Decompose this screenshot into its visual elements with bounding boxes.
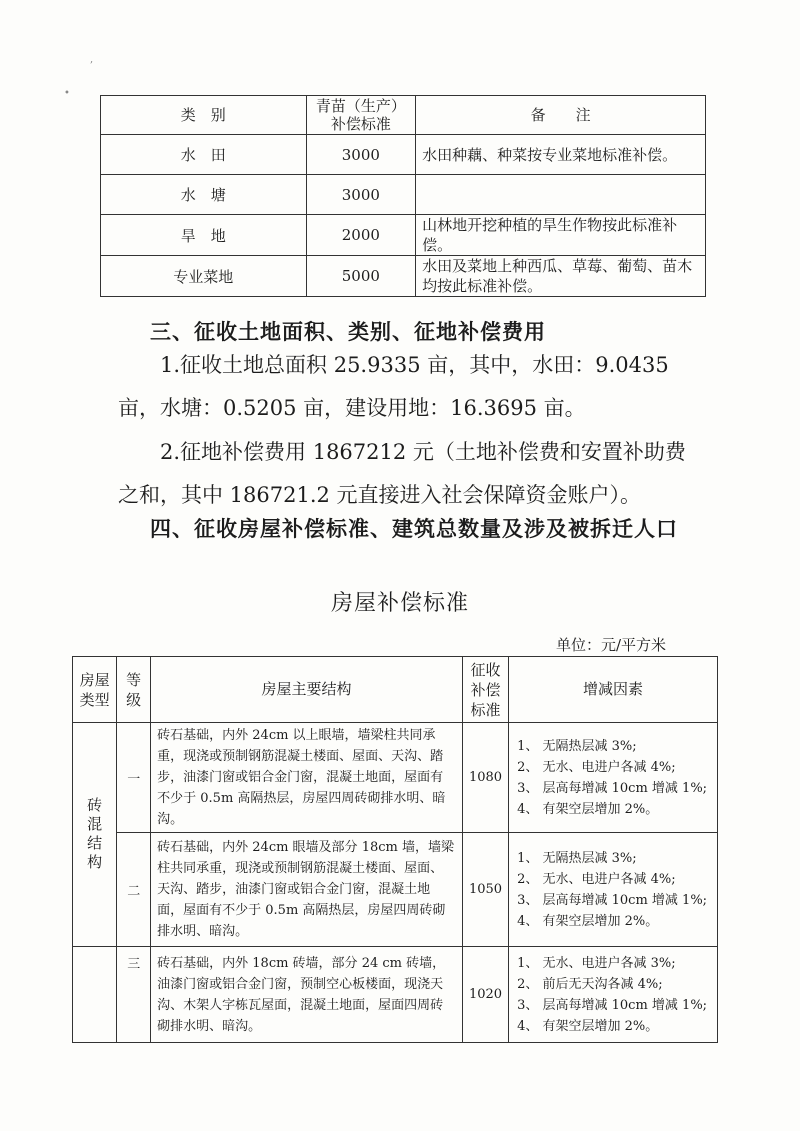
- cell-standard: 5000: [306, 256, 416, 297]
- table-row: [101, 175, 706, 215]
- factor-item: 2、 无水、电进户各减 4%;: [517, 759, 676, 775]
- table-row: [73, 833, 718, 947]
- cell-house-type: [73, 723, 117, 947]
- table-row: [101, 135, 706, 175]
- header-standard: 青苗（生产）补偿标准: [306, 96, 416, 135]
- paragraph-land-area: 1.征收土地总面积 25.9335 亩，其中，水田：9.0435 亩，水塘：0.5205 亩，建设用地：16.3695 亩。: [118, 353, 669, 420]
- factor-item: 2、 前后无天沟各减 4%;: [517, 976, 663, 992]
- cell-structure: 砖石基础，内外 24cm 眼墙及部分 18cm 墙，墙梁柱共同承重，现浇或预制钢筋混凝土楼面、屋面、天沟、踏步，油漆门窗或铝合金门窗，混凝土地面，屋面有不少于 0.5m 高隔热层，房屋四周砖砌排水明、暗沟。: [151, 833, 463, 947]
- cell-house-type-empty: [73, 947, 117, 1043]
- cell-note: 水田及菜地上种西瓜、草莓、葡萄、苗木均按此标准补偿。: [416, 256, 706, 297]
- table-title: 房屋补偿标准: [330, 591, 469, 616]
- table-header-row: [101, 96, 706, 135]
- factor-item: 4、 有架空层增加 2%。: [517, 913, 659, 929]
- cell-note: 水田种藕、种菜按专业菜地标准补偿。: [416, 135, 706, 175]
- header-house-type-label: 房屋类型: [79, 670, 110, 709]
- cell-type: 水 田: [101, 135, 307, 175]
- cell-type: 水 塘: [101, 175, 307, 215]
- cell-standard: 1080: [462, 723, 508, 833]
- factor-item: 4、 有架空层增加 2%。: [517, 1018, 659, 1034]
- factor-item: 4、 有架空层增加 2%。: [517, 801, 659, 817]
- cell-factors: [509, 723, 718, 833]
- cell-standard: 3000: [306, 135, 416, 175]
- cell-standard: 1020: [462, 947, 508, 1043]
- factor-item: 3、 层高每增减 10cm 增减 1%;: [517, 997, 708, 1013]
- table-row: [101, 215, 706, 256]
- factor-item: 2、 无水、电进户各减 4%;: [517, 871, 676, 887]
- factor-item: 3、 层高每增减 10cm 增减 1%;: [517, 892, 708, 908]
- cell-standard: 3000: [306, 175, 416, 215]
- cell-structure: 砖石基础，内外 18cm 砖墙，部分 24 cm 砖墙，油漆门窗或铝合金门窗，预制空心板楼面，现浇天沟、木架人字栋瓦屋面，混凝土地面，屋面四周砖砌排水明、暗沟。: [151, 947, 463, 1043]
- cell-grade: 二: [117, 833, 151, 947]
- header-standard: [462, 657, 508, 723]
- cell-factors: [509, 833, 718, 947]
- header-note: 备 注: [416, 96, 706, 135]
- header-house-type: [73, 657, 117, 723]
- header-factors: 增减因素: [509, 657, 718, 723]
- cell-note: [416, 175, 706, 215]
- scan-speck: •: [64, 88, 70, 99]
- factor-item: 1、 无隔热层减 3%;: [517, 850, 637, 866]
- table-row: [73, 947, 718, 1043]
- unit-label: 单位：元/平方米: [556, 636, 667, 654]
- crop-compensation-table: [100, 95, 706, 297]
- factor-item: 1、 无水、电进户各减 3%;: [517, 955, 676, 971]
- header-grade-label: 等级: [126, 670, 142, 709]
- factor-item: 3、 层高每增减 10cm 增减 1%;: [517, 780, 708, 796]
- house-type-label: 砖混结构: [85, 796, 104, 873]
- paragraph-compensation-fee: 2.征地补偿费用 1867212 元（土地补偿费和安置补助费之和，其中 186721.2 元直接进入社会保障资金账户）。: [118, 440, 686, 507]
- cell-grade: 一: [117, 723, 151, 833]
- cell-grade: 三: [117, 947, 151, 1043]
- header-type: 类 别: [101, 96, 307, 135]
- header-standard-label: 征收补偿标准: [470, 660, 501, 719]
- house-compensation-table: [72, 656, 718, 1043]
- cell-standard: 1050: [462, 833, 508, 947]
- table-row: [101, 256, 706, 297]
- cell-structure: 砖石基础，内外 24cm 以上眼墙，墙梁柱共同承重，现浇或预制钢筋混凝土楼面、屋面、天沟、踏步，油漆门窗或铝合金门窗，混凝土地面，屋面有不少于 0.5m 高隔热层，房屋四周砖砌排水明、暗沟。: [151, 723, 463, 833]
- table-header-row: [73, 657, 718, 723]
- cell-type: 旱 地: [101, 215, 307, 256]
- section-heading: 四、征收房屋补偿标准、建筑总数量及涉及被拆迁人口: [150, 517, 678, 541]
- header-grade: [117, 657, 151, 723]
- header-structure: 房屋主要结构: [151, 657, 463, 723]
- scan-speck: ,: [90, 54, 94, 65]
- factor-item: 1、 无隔热层减 3%;: [517, 738, 637, 754]
- section-heading: 三、征收土地面积、类别、征地补偿费用: [150, 320, 546, 344]
- cell-factors: [509, 947, 718, 1043]
- cell-standard: 2000: [306, 215, 416, 256]
- cell-note: 山林地开挖种植的旱生作物按此标准补偿。: [416, 215, 706, 256]
- cell-type: 专业菜地: [101, 256, 307, 297]
- table-row: [73, 723, 718, 833]
